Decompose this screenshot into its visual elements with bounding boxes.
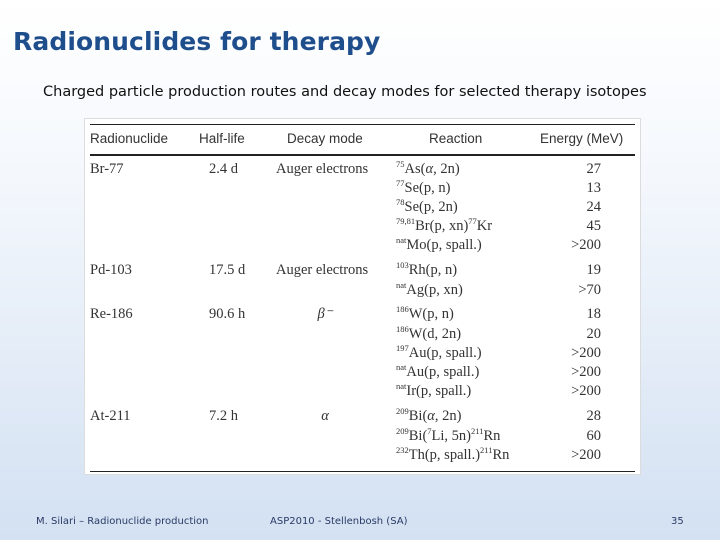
reaction-cell [396,280,463,298]
header-half-life: Half-life [199,131,245,146]
reaction-target: Se(p, n) [404,180,451,196]
energy-cell: 20 [586,326,601,342]
decay-mode-cell: β⁻ [317,306,333,322]
energy-cell: 27 [586,161,601,177]
reaction-target: W(d, 2n) [408,326,462,342]
reaction-cell [396,178,451,196]
reaction-product: Rn [483,428,501,444]
reaction-cell [396,260,458,278]
reaction-mass-number: 78 [396,197,405,207]
decay-mode-cell: α [321,408,329,424]
reaction-cell [396,406,462,424]
reaction-mass-number: 103 [396,260,409,270]
reaction-cell [396,197,458,215]
energy-cell: >200 [571,237,601,253]
decay-mode-cell: Auger electrons [276,262,369,278]
reaction-cell [396,324,462,342]
reaction-target: Ag(p, xn) [406,282,463,298]
table-header-rule [90,154,635,156]
reaction-target: Au(p, spall.) [408,345,482,361]
reaction-mass-number: 209 [396,426,409,436]
energy-cell: 45 [586,218,601,234]
slide-subtitle: Charged particle production routes and decay modes for selected therapy isotopes [43,84,647,100]
reaction-target: Rh(p, n) [408,262,458,278]
reaction-mass-number: 186 [396,304,409,314]
reaction-target: Mo(p, spall.) [406,237,482,253]
energy-cell: 18 [586,306,601,322]
reaction-product-mass: 77 [468,216,477,226]
header-radionuclide: Radionuclide [90,131,169,146]
table-top-rule [90,124,635,125]
reaction-target: W(p, n) [408,306,454,322]
reaction-mass-number: 209 [396,406,409,416]
energy-cell: 13 [586,180,601,196]
reaction-target: Ir(p, spall.) [406,383,472,399]
reaction-cell [396,235,482,253]
reaction-target: Se(p, 2n) [404,199,458,215]
reaction-cell [396,159,460,177]
energy-cell: >200 [571,447,601,463]
energy-cell: >200 [571,364,601,380]
reaction-projectile: α [425,161,434,177]
nuclide-cell: Pd-103 [90,262,132,278]
reaction-product: Rn [492,447,510,463]
reaction-cell [396,381,472,399]
energy-cell: 19 [586,262,601,278]
energy-cell: >200 [571,383,601,399]
reaction-mass-number: 232 [396,445,409,455]
reaction-target: Au(p, spall.) [406,364,480,380]
energy-cell: 28 [586,408,601,424]
reaction-cell [396,343,482,361]
half-life-cell: 2.4 d [209,161,238,177]
energy-cell: 60 [586,428,601,444]
reaction-product-mass: 211 [480,445,493,455]
reaction-mass-number: 79,81 [396,216,416,226]
nuclide-cell: Br-77 [90,161,124,177]
decay-mode-cell: Auger electrons [276,161,369,177]
reaction-product: Kr [476,218,493,234]
reaction-products: , 2n) [433,161,460,177]
energy-cell: 24 [586,199,601,215]
reaction-cell [396,445,510,463]
header-energy: Energy (MeV) [540,131,624,146]
reaction-products: , 2n) [434,408,462,424]
slide-title: Radionuclides for therapy [13,27,381,56]
reaction-mass-number: 197 [396,343,409,353]
reaction-mass-number: 75 [396,159,405,169]
half-life-cell: 7.2 h [209,408,238,424]
reaction-cell [396,426,501,444]
reaction-target: Bi( [408,408,428,424]
footer-event: ASP2010 - Stellenbosh (SA) [270,516,408,527]
reaction-projectile: α [427,408,435,424]
half-life-cell: 90.6 h [209,306,246,322]
reaction-cell [396,362,480,380]
reaction-product-mass: 7 [427,426,432,436]
reaction-product: Li, 5n) [431,428,471,444]
header-reaction: Reaction [429,131,483,146]
energy-cell: >200 [571,345,601,361]
reaction-target: Br(p, xn) [415,218,469,234]
nuclide-cell: Re-186 [90,306,133,322]
table-bottom-rule [90,471,635,472]
energy-cell: >70 [578,282,601,298]
reaction-cell [396,216,493,234]
half-life-cell: 17.5 d [209,262,246,278]
reaction-mass-number: nat [396,381,407,391]
reaction-mass-number: nat [396,235,407,245]
reaction-mass-number: 186 [396,324,409,334]
header-decay-mode: Decay mode [287,131,363,146]
nuclide-cell: At-211 [90,408,131,424]
reaction-mass-number: 77 [396,178,405,188]
isotope-table [84,118,641,475]
page-number: 35 [671,516,684,527]
reaction-target: Bi( [408,428,428,444]
reaction-cell [396,304,454,322]
reaction-target: As( [404,161,426,177]
reaction-product-mass: 211 [471,426,484,436]
reaction-target: Th(p, spall.) [408,447,481,463]
footer-author: M. Silari – Radionuclide production [36,516,209,527]
reaction-mass-number: nat [396,362,407,372]
reaction-mass-number: nat [396,280,407,290]
